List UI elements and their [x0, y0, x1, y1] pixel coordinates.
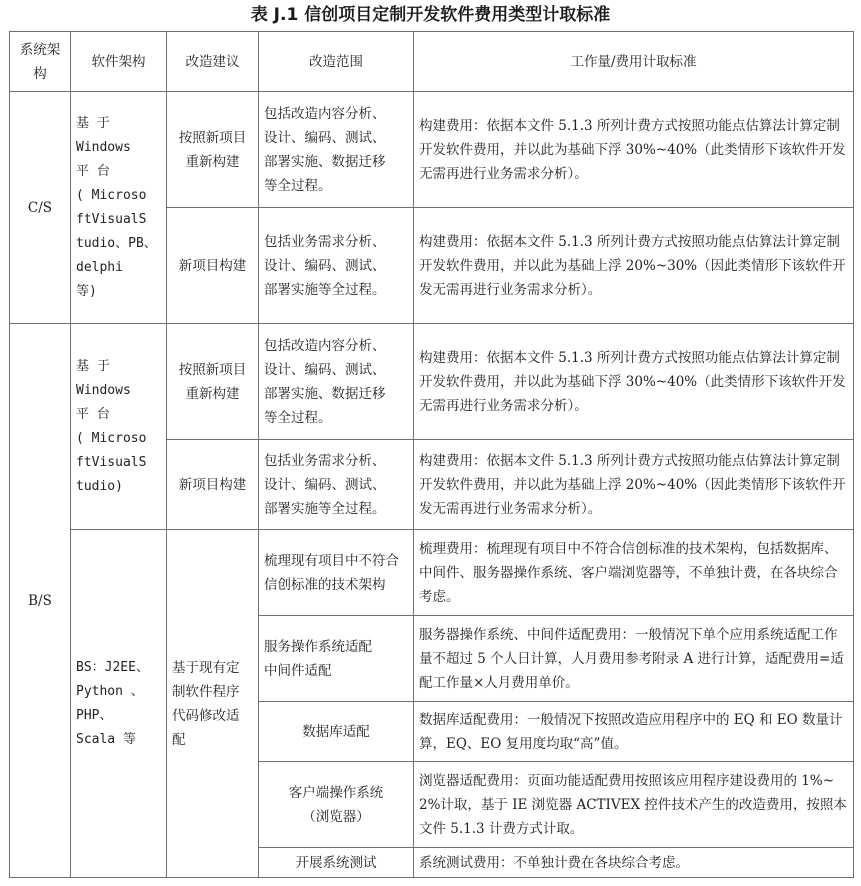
standard-cell: 浏览器适配费用：页面功能适配费用按照该应用程序建设费用的 1%~2%计取，基于 IE 浏览器 ACTIVEX 控件技术产生的改造费用，按照本文件 5.1.3 计费方式计取。: [414, 762, 854, 848]
header-software-arch: 软件架构: [71, 32, 167, 92]
scope-cell: 开展系统测试: [259, 848, 414, 878]
scope-cell: 包括业务需求分析、 设计、编码、测试、 部署实施等全过程。: [259, 208, 414, 324]
standard-cell: 数据库适配费用：一般情况下按照改造应用程序中的 EQ 和 EO 数量计算，EQ、EO 复用度均取“高”值。: [414, 702, 854, 762]
standard-cell: 构建费用：依据本文件 5.1.3 所列计费方式按照功能点估算法计算定制开发软件费用，并以此为基础上浮 20%~30%（因此类情形下该软件开发无需再进行业务需求分析）。: [414, 208, 854, 324]
system-arch-bs: B/S: [10, 324, 71, 878]
scope-cell: 数据库适配: [259, 702, 414, 762]
header-scope: 改造范围: [259, 32, 414, 92]
table-row: [10, 92, 854, 208]
standard-cell: 构建费用：依据本文件 5.1.3 所列计费方式按照功能点估算法计算定制开发软件费用，并以此为基础上浮 20%~40%（因此类情形下该软件开发无需再进行业务需求分析）。: [414, 440, 854, 530]
scope-cell: 客户端操作系统 （浏览器）: [259, 762, 414, 848]
suggestion-cell: 按照新项目 重新构建: [167, 92, 259, 208]
suggestion-cell-adapt: 基于现有定 制软件程序 代码修改适 配: [167, 530, 259, 878]
software-arch-cs: 基 于 Windows 平 台 ( Microso ftVisualS tudio、PB、 delphi 等): [71, 92, 167, 324]
header-system-arch: 系统架构: [10, 32, 71, 92]
header-row: [10, 32, 854, 92]
scope-cell: 服务操作系统适配 中间件适配: [259, 616, 414, 702]
standard-cell: 服务器操作系统、中间件适配费用：一般情况下单个应用系统适配工作量不超过 5 个人日计算，人月费用参考附录 A 进行计算，适配费用=适配工作量×人月费用单价。: [414, 616, 854, 702]
scope-cell: 包括改造内容分析、 设计、编码、测试、 部署实施、数据迁移 等全过程。: [259, 324, 414, 440]
software-arch-bs-windows: 基 于 Windows 平 台 ( Microso ftVisualS tudio): [71, 324, 167, 530]
system-arch-cs: C/S: [10, 92, 71, 324]
standard-cell: 构建费用：依据本文件 5.1.3 所列计费方式按照功能点估算法计算定制开发软件费用，并以此为基础下浮 30%~40%（此类情形下该软件开发无需再进行业务需求分析）。: [414, 92, 854, 208]
standard-cell: 系统测试费用：不单独计费在各块综合考虑。: [414, 848, 854, 878]
standard-cell: 构建费用：依据本文件 5.1.3 所列计费方式按照功能点估算法计算定制开发软件费用，并以此为基础下浮 30%~40%（此类情形下该软件开发无需再进行业务需求分析）。: [414, 324, 854, 440]
suggestion-cell: 按照新项目 重新构建: [167, 324, 259, 440]
header-standard: 工作量/费用计取标准: [414, 32, 854, 92]
suggestion-cell: 新项目构建: [167, 440, 259, 530]
table-title: 表 J.1 信创项目定制开发软件费用类型计取标准: [250, 5, 611, 25]
table-row: [10, 530, 854, 616]
table-row: [10, 324, 854, 440]
scope-cell: 包括业务需求分析、 设计、编码、测试、 部署实施等全过程。: [259, 440, 414, 530]
suggestion-cell: 新项目构建: [167, 208, 259, 324]
software-arch-bs-web: BS：J2EE、 Python 、 PHP、 Scala 等: [71, 530, 167, 878]
header-suggestion: 改造建议: [167, 32, 259, 92]
fee-standard-table: [9, 31, 854, 878]
scope-cell: 包括改造内容分析、 设计、编码、测试、 部署实施、数据迁移 等全过程。: [259, 92, 414, 208]
scope-cell: 梳理现有项目中不符合信创标准的技术架构: [259, 530, 414, 616]
standard-cell: 梳理费用：梳理现有项目中不符合信创标准的技术架构，包括数据库、中间件、服务器操作系统、客户端浏览器等，不单独计费，在各块综合考虑。: [414, 530, 854, 616]
